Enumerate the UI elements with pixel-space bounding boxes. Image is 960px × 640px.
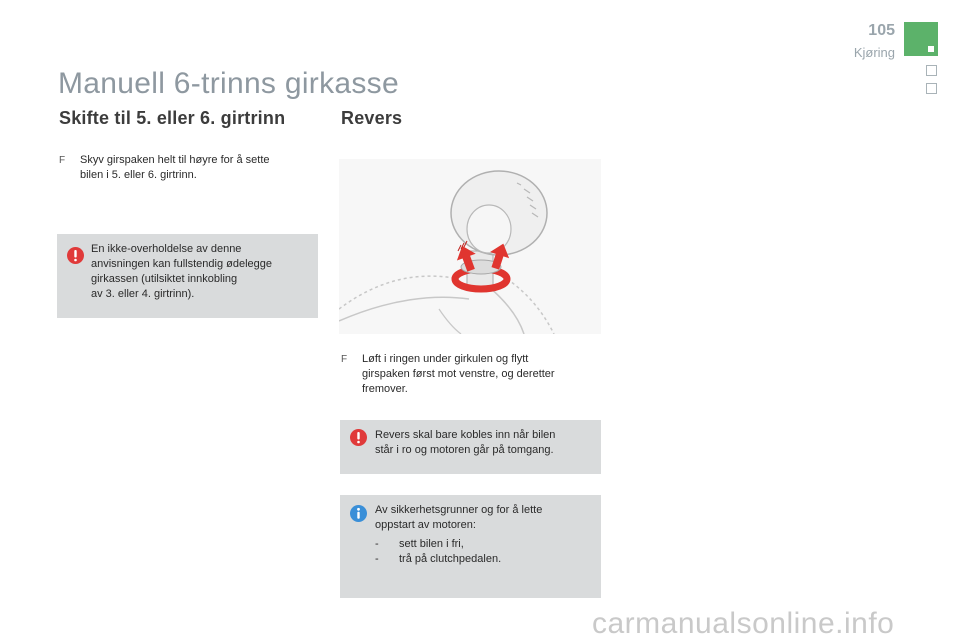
bullet-text-line: fremover. (362, 383, 408, 395)
chapter-tab[interactable] (926, 83, 937, 94)
warning-line: av 3. eller 4. girtrinn). (91, 288, 195, 300)
warning-line: En ikke-overholdelse av denne (91, 243, 242, 255)
bullet-mark: F (59, 155, 66, 166)
bullet-text-line: girspaken først mot venstre, og deretter (362, 368, 555, 380)
warning-line: står i ro og motoren går på tomgang. (375, 444, 554, 456)
warning-note (340, 420, 601, 474)
warning-line: girkassen (utilsiktet innkobling (91, 273, 238, 285)
list-dash: - (375, 538, 379, 550)
instruction-bullet (59, 153, 319, 183)
warning-line: anvisningen kan fullstendig ødelegge (91, 258, 273, 270)
warning-text (91, 242, 311, 302)
warning-note (57, 234, 318, 318)
page-title: Manuell 6-trinns girkasse (58, 67, 399, 100)
gear-lever-illustration (339, 159, 601, 334)
bullet-mark: F (341, 354, 348, 365)
info-line: Av sikkerhetsgrunner og for å lette (375, 504, 543, 516)
info-list (375, 537, 595, 567)
section-name: Kjøring (853, 45, 895, 60)
info-note (340, 495, 601, 598)
list-dash: - (375, 553, 379, 565)
bullet-text-line: Løft i ringen under girkulen og flytt (362, 353, 529, 365)
instruction-bullet (341, 352, 601, 397)
section-heading-reverse: Revers (341, 108, 403, 128)
gear-lever-drawing (339, 159, 601, 334)
bullet-text-line: bilen i 5. eller 6. girtrinn. (80, 169, 197, 181)
watermark: carmanualsonline.info (592, 607, 895, 640)
warning-text (375, 428, 595, 458)
bullet-text-line: Skyv girspaken helt til høyre for å sette (80, 154, 270, 166)
chapter-tab-active[interactable] (904, 22, 938, 56)
list-item-text: trå på clutchpedalen. (399, 553, 502, 565)
info-line: oppstart av motoren: (375, 519, 476, 531)
warning-line: Revers skal bare kobles inn når bilen (375, 429, 556, 441)
info-icon (350, 505, 367, 522)
list-item (375, 537, 595, 552)
page-number: 105 (868, 22, 895, 39)
section-heading-shift-5-6: Skifte til 5. eller 6. girtrinn (59, 108, 286, 128)
chapter-tab[interactable] (926, 65, 937, 76)
list-item (375, 552, 595, 567)
list-item-text: sett bilen i fri, (399, 538, 464, 550)
exclamation-icon (67, 247, 84, 264)
info-text (375, 503, 595, 567)
exclamation-icon (350, 429, 367, 446)
